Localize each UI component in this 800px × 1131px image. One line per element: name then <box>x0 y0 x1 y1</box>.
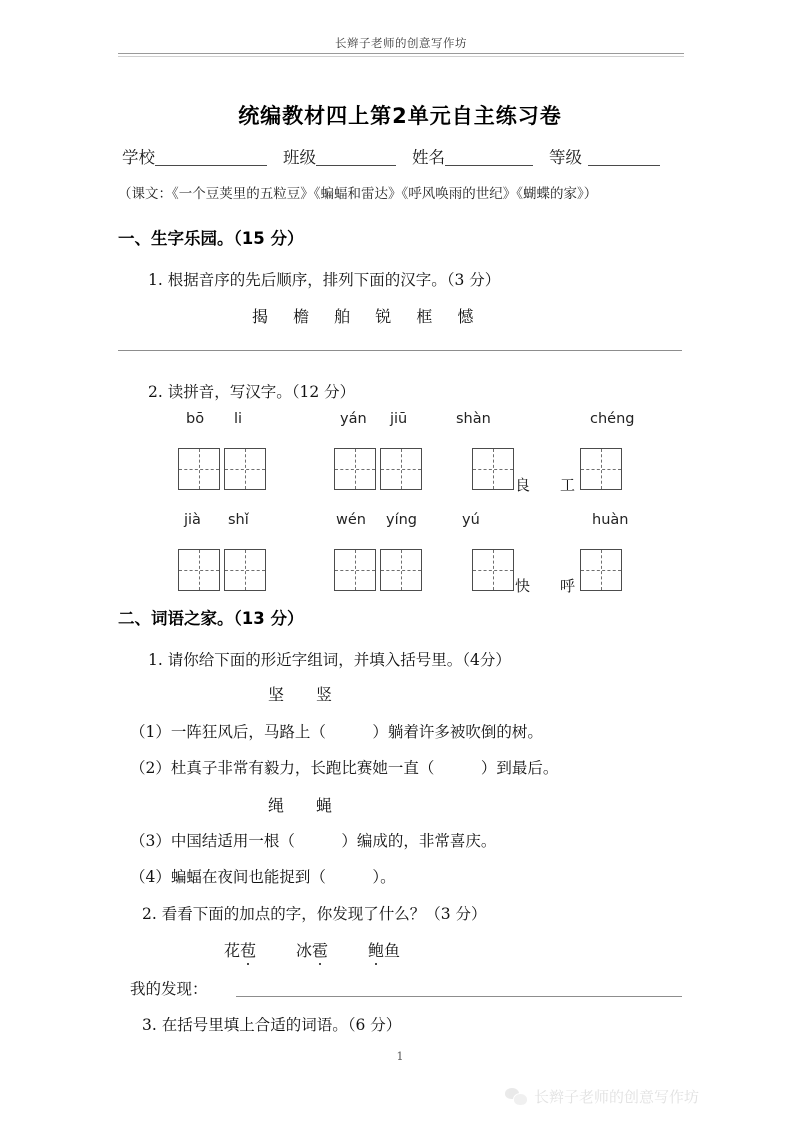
writing-grid-box[interactable] <box>334 448 376 490</box>
writing-grid-box[interactable] <box>224 549 266 591</box>
watermark-text: 长辫子老师的创意写作坊 <box>534 1088 700 1106</box>
course-note: （课文：《一个豆荚里的五粒豆》《蝙蝠和雷达》《呼风唤雨的世纪》《蝴蝶的家》） <box>118 186 598 202</box>
writing-grid-box[interactable] <box>224 448 266 490</box>
running-header <box>118 32 684 51</box>
pinyin-li: li <box>234 411 243 427</box>
school-label: 学校 <box>122 148 155 167</box>
name-blank[interactable] <box>445 152 533 166</box>
student-info-row <box>122 144 722 168</box>
running-header-text: 长辫子老师的创意写作坊 <box>335 36 467 50</box>
section-2-question-3: 3. 在括号里填上合适的词语。（6 分） <box>142 1016 402 1034</box>
pinyin-yu: yú <box>462 512 480 528</box>
dot-word-dotted-2: 雹 <box>312 941 329 960</box>
dot-word-baoyu <box>368 938 400 961</box>
pinyin-huan: huàn <box>592 512 629 528</box>
writing-grid-box[interactable] <box>178 549 220 591</box>
dot-word-bingbao <box>296 938 328 961</box>
writing-grid-box[interactable] <box>580 549 622 591</box>
side-char-hu: 呼 <box>560 577 576 595</box>
class-label: 班级 <box>283 148 316 167</box>
section-2-item-1: （1）一阵狂风后，马路上（ ）躺着许多被吹倒的树。 <box>130 723 543 741</box>
pinyin-cheng: chéng <box>590 411 635 427</box>
writing-grid-box[interactable] <box>178 448 220 490</box>
side-char-kuai: 快 <box>515 577 531 595</box>
pinyin-bo: bō <box>186 411 205 427</box>
section-1-question-1: 1. 根据音序的先后顺序，排列下面的汉字。（3 分） <box>148 271 501 289</box>
section-2-char-pair-2: 绳 蝇 <box>268 796 333 815</box>
name-label: 姓名 <box>412 148 445 167</box>
class-blank[interactable] <box>316 152 396 166</box>
pinyin-jiu: jiū <box>390 411 408 427</box>
pinyin-jia: jià <box>184 512 201 528</box>
section-2-item-3: （3）中国结适用一根（ ）编成的，非常喜庆。 <box>130 832 497 850</box>
writing-grid-box[interactable] <box>380 549 422 591</box>
section-2-char-pair-1: 坚 竖 <box>268 685 333 704</box>
pinyin-shan: shàn <box>456 411 491 427</box>
dot-word-huabao <box>224 938 256 961</box>
dot-word-dotted-1: 苞 <box>240 941 257 960</box>
section-2-heading: 二、词语之家。（13 分） <box>118 609 304 628</box>
grade-label: 等级 <box>549 148 582 167</box>
side-char-liang: 良 <box>515 476 531 494</box>
section-2-item-4: （4）蝙蝠在夜间也能捉到（ ）。 <box>130 868 396 886</box>
pinyin-wen: wén <box>336 512 366 528</box>
dot-word-dotted-3: 鲍 <box>368 941 385 960</box>
pinyin-shi: shǐ <box>228 512 249 528</box>
header-rule <box>118 53 684 54</box>
watermark <box>505 1086 699 1107</box>
section-2-question-1: 1. 请你给下面的形近字组词，并填入括号里。（4分） <box>148 651 511 669</box>
discovery-label: 我的发现： <box>130 980 208 998</box>
writing-grid-box[interactable] <box>334 549 376 591</box>
dot-word-tail-3: 鱼 <box>384 941 401 960</box>
writing-grid-box[interactable] <box>472 448 514 490</box>
side-char-gong: 工 <box>560 476 576 494</box>
section-1-heading: 一、生字乐园。（15 分） <box>118 229 304 248</box>
writing-grid-box[interactable] <box>472 549 514 591</box>
page-title: 统编教材四上第2单元自主练习卷 <box>238 104 562 128</box>
dot-word-plain-1: 花 <box>224 941 241 960</box>
pinyin-ying: yíng <box>386 512 418 528</box>
dot-word-plain-2: 冰 <box>296 941 313 960</box>
section-1-question-2: 2. 读拼音，写汉字。（12 分） <box>148 383 356 401</box>
section-2-question-2: 2. 看看下面的加点的字，你发现了什么？（3 分） <box>142 905 487 923</box>
header-rule-secondary <box>118 56 684 57</box>
pinyin-yan: yán <box>340 411 367 427</box>
wechat-icon <box>505 1088 527 1106</box>
writing-grid-box[interactable] <box>380 448 422 490</box>
grade-blank[interactable] <box>588 152 660 166</box>
section-1-char-list: 揭 檐 舶 锐 框 憾 <box>252 307 484 326</box>
discovery-answer-line[interactable] <box>236 996 682 997</box>
section-1-answer-line[interactable] <box>118 350 682 351</box>
page-number: 1 <box>396 1050 404 1063</box>
section-2-item-2: （2）杜真子非常有毅力，长跑比赛她一直（ ）到最后。 <box>130 759 559 777</box>
school-blank[interactable] <box>155 152 267 166</box>
writing-grid-box[interactable] <box>580 448 622 490</box>
